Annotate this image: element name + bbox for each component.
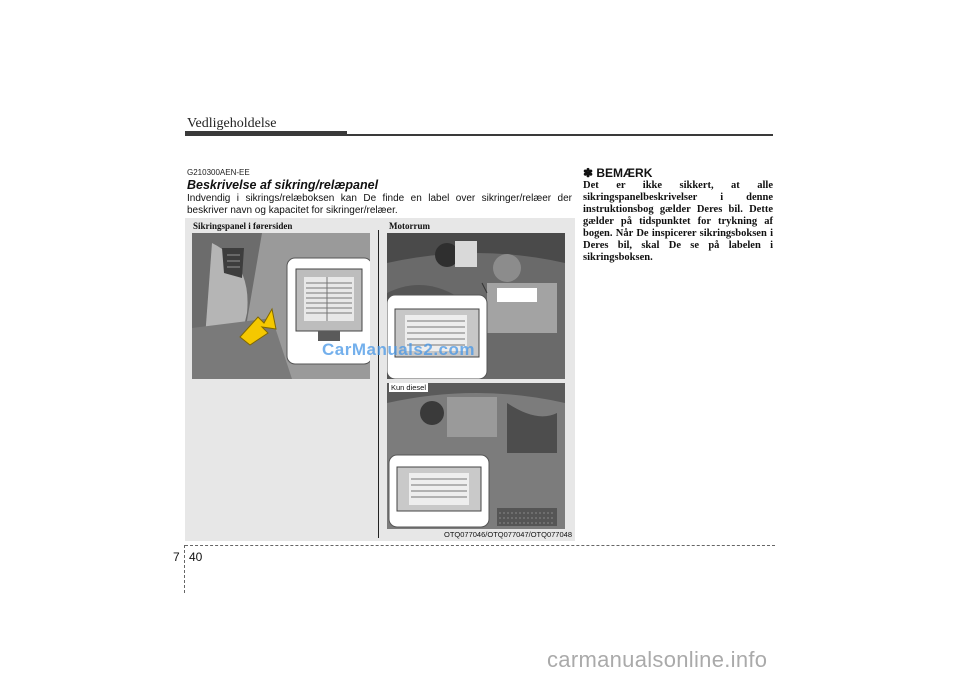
section-intro: Indvendig i sikrings/relæboksen kan De finde en label over sikringer/relæer der beskriver navn og kapacitet for sikringer/relæer. <box>187 193 572 216</box>
note-title: ✽ BEMÆRK <box>583 166 653 180</box>
section-heading: Beskrivelse af sikring/relæpanel <box>187 178 379 192</box>
header-rule-thin <box>347 134 773 136</box>
figure-label-engine-bay: Motorrum <box>389 221 430 231</box>
figure-label-driver-panel: Sikringspanel i førersiden <box>193 221 293 231</box>
section-code: G210300AEN-EE <box>187 168 250 177</box>
note-text: Det er ikke sikkert, at alle sikringspanelbeskrivelser i denne instruktionsbog gælder Deres bil. Dette gælder på tidspunktet for trykning af bogen. Når De inspicerer sikringsboksen i Deres bil, skal De se på labelen i sikringsboksen. <box>583 180 773 263</box>
footer-vertical-rule <box>184 545 185 593</box>
page-chapter-number: 7 <box>173 550 180 564</box>
diesel-only-label: Kun diesel <box>391 383 427 392</box>
figure-divider <box>378 230 379 538</box>
fuse-panel-figure <box>185 218 575 541</box>
figure-reference-code: OTQ077046/OTQ077047/OTQ077048 <box>444 530 572 539</box>
diesel-engine-bay-photo <box>387 383 565 529</box>
header-rule-thick <box>185 131 347 136</box>
watermark-logo: CarManuals2.com <box>322 340 475 359</box>
page-number: 40 <box>189 550 203 564</box>
footer-rule <box>185 545 775 546</box>
site-footer-link[interactable]: carmanualsonline.info <box>547 647 768 672</box>
running-header-title: Vedligeholdelse <box>187 116 277 131</box>
